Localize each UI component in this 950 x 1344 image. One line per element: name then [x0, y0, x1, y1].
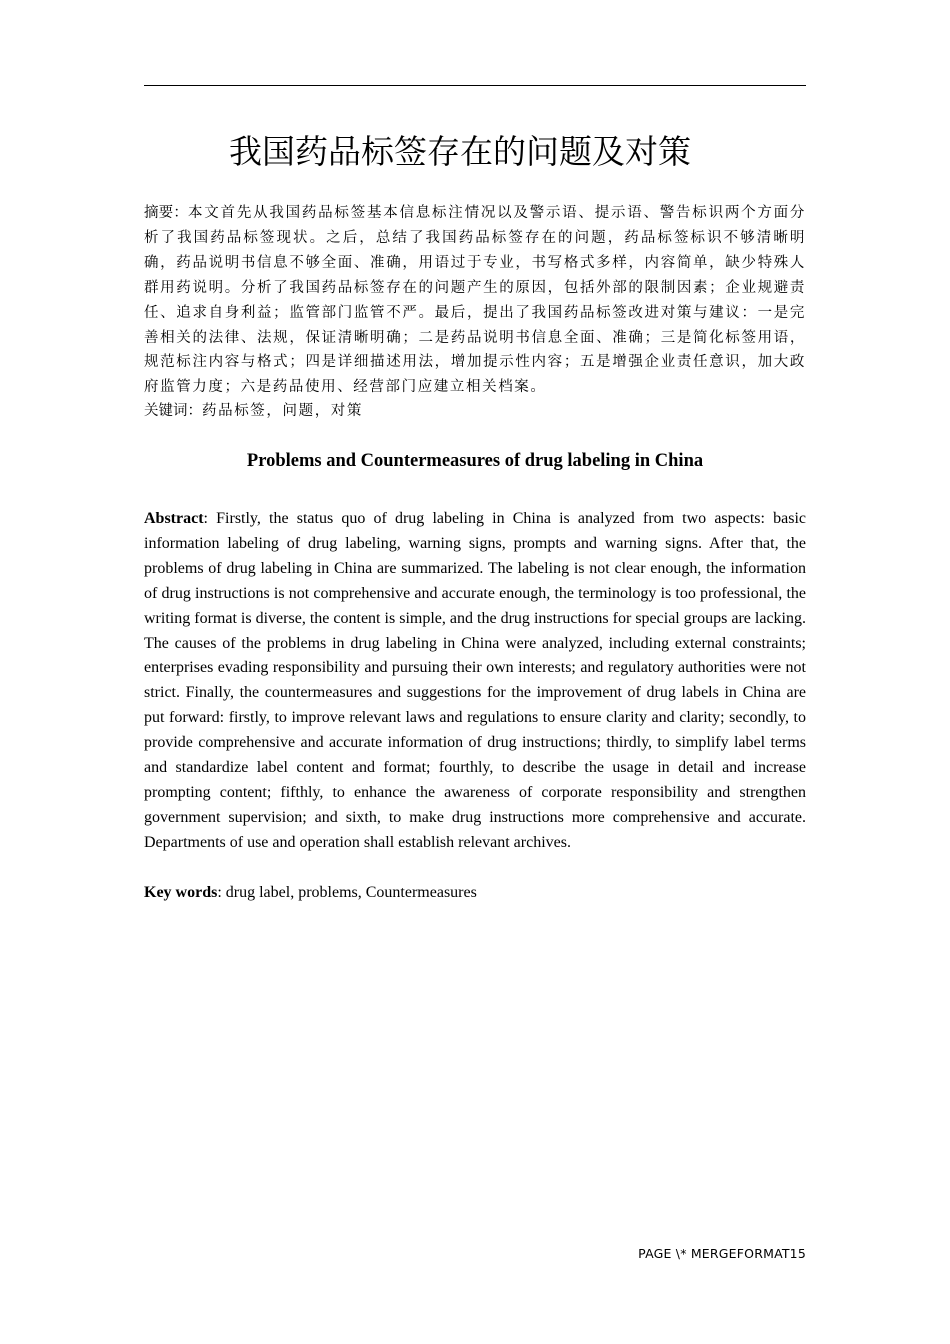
chinese-keywords [144, 399, 806, 424]
english-abstract-label: Abstract [144, 510, 204, 527]
english-abstract-text: : Firstly, the status quo of drug labeling in China is analyzed from two aspects: basic information labeling of drug labeling, warning signs, prompts and warning signs. After that, the problems of drug labeling in China are summarized. The labeling is not clear enough, the information of drug instructions is not comprehensive and accurate enough, the terminology is too professional, the writing format is diverse, the content is simple, and the drug instructions for special groups are lacking. The causes of the problems in drug labeling in China were analyzed, including external constraints; enterprises evading responsibility and pursuing their own interests; and regulatory authorities were not strict. Finally, the countermeasures and suggestions for the improvement of drug labels in China are put forward: firstly, to improve relevant laws and regulations to ensure clarity and clarity; secondly, to provide comprehensive and accurate information of drug instructions; thirdly, to simplify label terms and standardize label content and format; fourthly, to describe the usage in detail and increase prompting content; fifthly, to enhance the awareness of corporate responsibility and strengthen government supervision; and sixth, to make drug instructions more comprehensive and accurate. Departments of use and operation shall establish relevant archives. [144, 510, 806, 851]
chinese-abstract-label: 摘要： [144, 205, 189, 221]
english-keywords-label: Key words [144, 884, 218, 901]
chinese-keywords-text: 药品标签，问题，对策 [202, 403, 363, 419]
header-rule [144, 85, 806, 86]
chinese-title: 我国药品标签存在的问题及对策 [229, 132, 691, 171]
chinese-keywords-label: 关键词： [144, 403, 202, 419]
chinese-abstract-text: 本文首先从我国药品标签基本信息标注情况以及警示语、提示语、警告标识两个方面分析了我国药品标签现状。之后，总结了我国药品标签存在的问题，药品标签标识不够清晰明确，药品说明书信息不够全面、准确，用语过于专业，书写格式多样，内容简单，缺少特殊人群用药说明。分析了我国药品标签存在的问题产生的原因，包括外部的限制因素；企业规避责任、追求自身利益；监管部门监管不严。最后，提出了我国药品标签改进对策与建议：一是完善相关的法律、法规，保证清晰明确；二是药品说明书信息全面、准确；三是简化标签用语，规范标注内容与格式；四是详细描述用法，增加提示性内容；五是增强企业责任意识，加大政府监管力度；六是药品使用、经营部门应建立相关档案。 [144, 205, 807, 396]
chinese-abstract [144, 201, 806, 400]
page-number-field: PAGE \* MERGEFORMAT15 [638, 1246, 806, 1261]
english-keywords [144, 881, 806, 906]
english-keywords-text: : drug label, problems, Countermeasures [217, 884, 477, 901]
english-abstract [144, 507, 806, 856]
english-title: Problems and Countermeasures of drug labeling in China [246, 451, 704, 471]
